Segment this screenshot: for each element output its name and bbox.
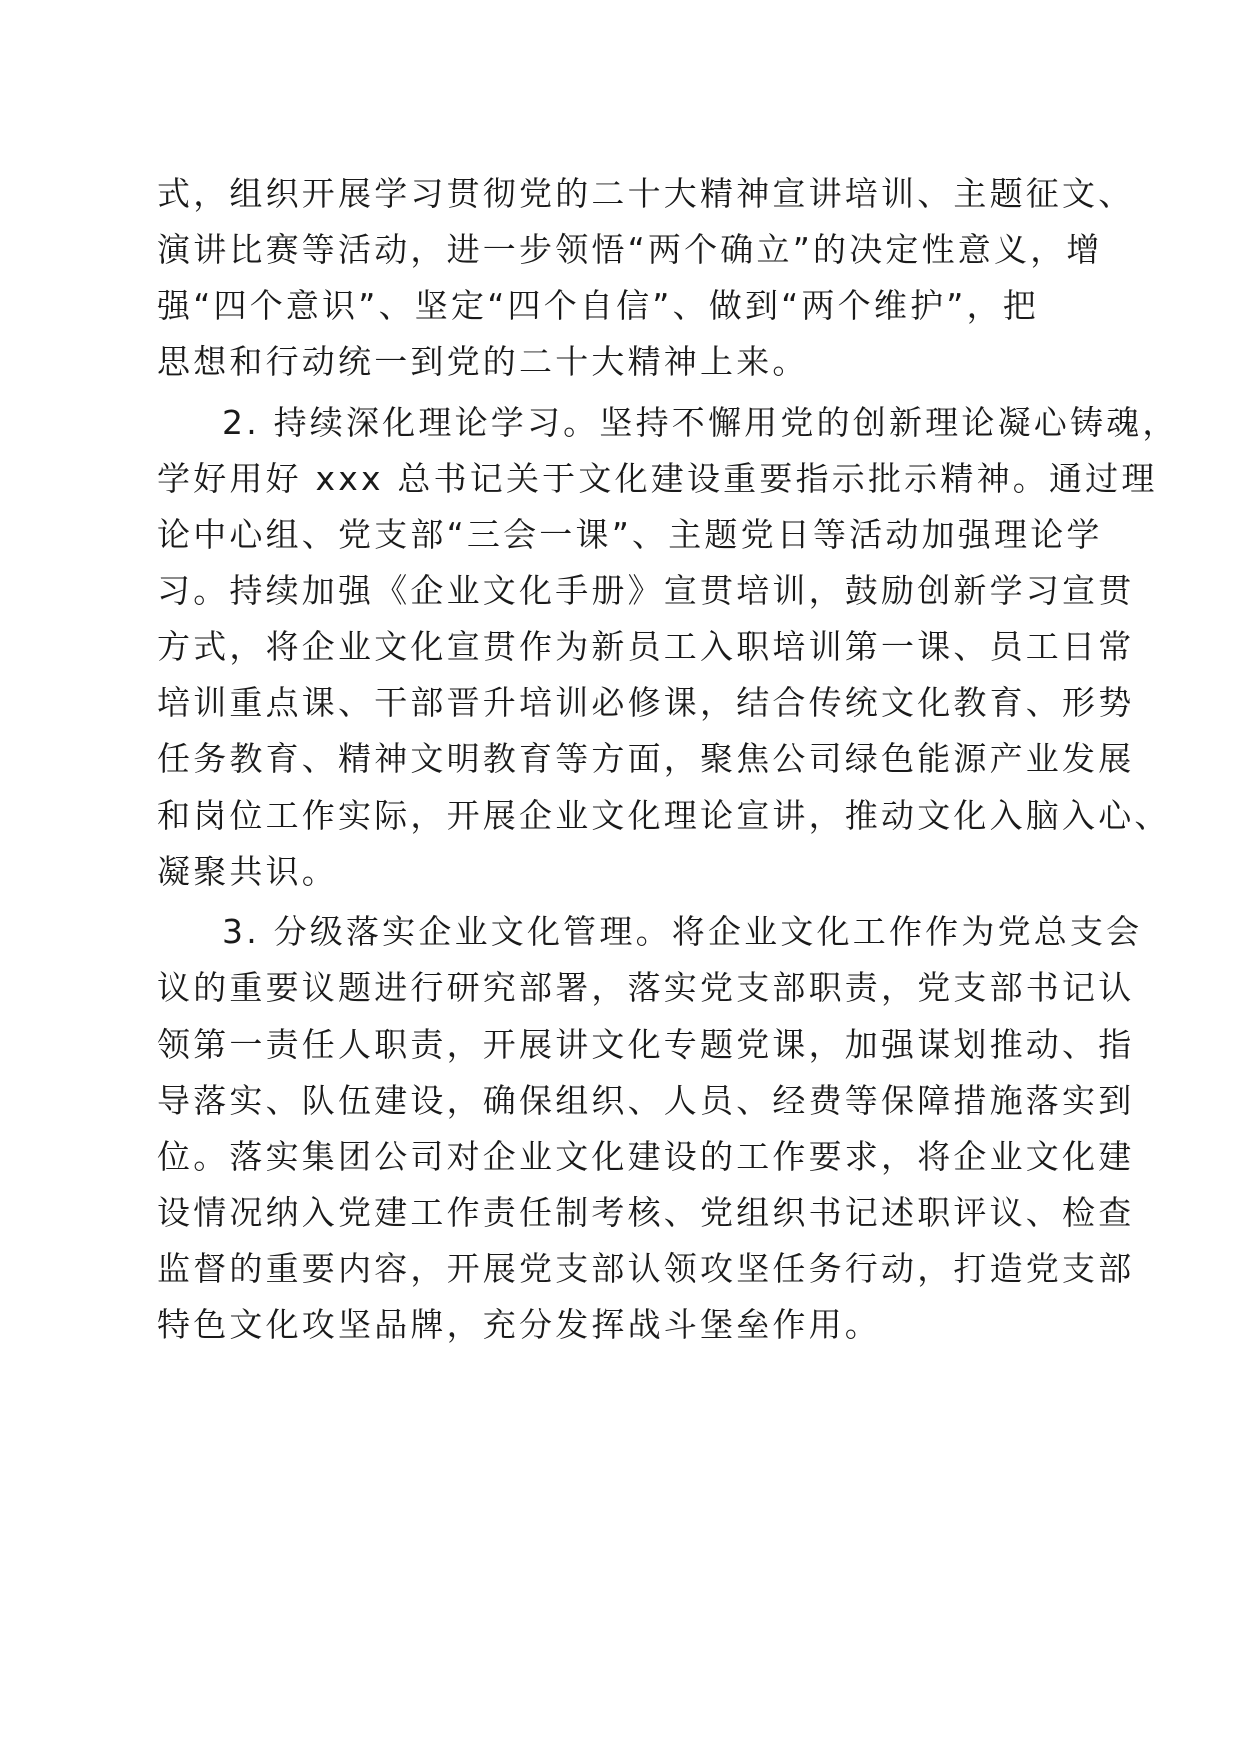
paragraph-line: 论中心组、党支部“三会一课”、主题党日等活动加强理论学 bbox=[157, 515, 1103, 554]
paragraph-line: 演讲比赛等活动，进一步领悟“两个确立”的决定性意义，增 bbox=[157, 230, 1103, 269]
paragraph-line: 学好用好 xxx 总书记关于文化建设重要指示批示精神。通过理 bbox=[157, 459, 1158, 498]
paragraph-line: 领第一责任人职责，开展讲文化专题党课，加强谋划推动、指 bbox=[157, 1025, 1135, 1064]
paragraph-line: 式，组织开展学习贯彻党的二十大精神宣讲培训、主题征文、 bbox=[157, 174, 1135, 213]
paragraph-line: 凝聚共识。 bbox=[157, 852, 338, 891]
paragraph-line: 监督的重要内容，开展党支部认领攻坚任务行动，打造党支部 bbox=[157, 1249, 1135, 1288]
section-heading-line: 2. 持续深化理论学习。坚持不懈用党的创新理论凝心铸魂， bbox=[222, 403, 1179, 442]
section-heading-line: 3. 分级落实企业文化管理。将企业文化工作作为党总支会 bbox=[222, 912, 1143, 951]
paragraph-line: 任务教育、精神文明教育等方面，聚焦公司绿色能源产业发展 bbox=[157, 739, 1135, 778]
paragraph-line: 培训重点课、干部晋升培训必修课，结合传统文化教育、形势 bbox=[157, 683, 1135, 722]
paragraph-line: 导落实、队伍建设，确保组织、人员、经费等保障措施落实到 bbox=[157, 1081, 1135, 1120]
paragraph-line: 和岗位工作实际，开展企业文化理论宣讲，推动文化入脑入心、 bbox=[157, 796, 1171, 835]
paragraph-line: 特色文化攻坚品牌，充分发挥战斗堡垒作用。 bbox=[157, 1305, 881, 1344]
paragraph-line: 强“四个意识”、坚定“四个自信”、做到“两个维护”，把 bbox=[157, 286, 1039, 325]
paragraph-line: 位。落实集团公司对企业文化建设的工作要求，将企业文化建 bbox=[157, 1137, 1135, 1176]
paragraph-line: 议的重要议题进行研究部署，落实党支部职责，党支部书记认 bbox=[157, 968, 1135, 1007]
paragraph-line: 方式，将企业文化宣贯作为新员工入职培训第一课、员工日常 bbox=[157, 627, 1135, 666]
paragraph-line: 思想和行动统一到党的二十大精神上来。 bbox=[157, 342, 809, 381]
paragraph-line: 设情况纳入党建工作责任制考核、党组织书记述职评议、检查 bbox=[157, 1193, 1135, 1232]
paragraph-line: 习。持续加强《企业文化手册》宣贯培训，鼓励创新学习宣贯 bbox=[157, 571, 1135, 610]
